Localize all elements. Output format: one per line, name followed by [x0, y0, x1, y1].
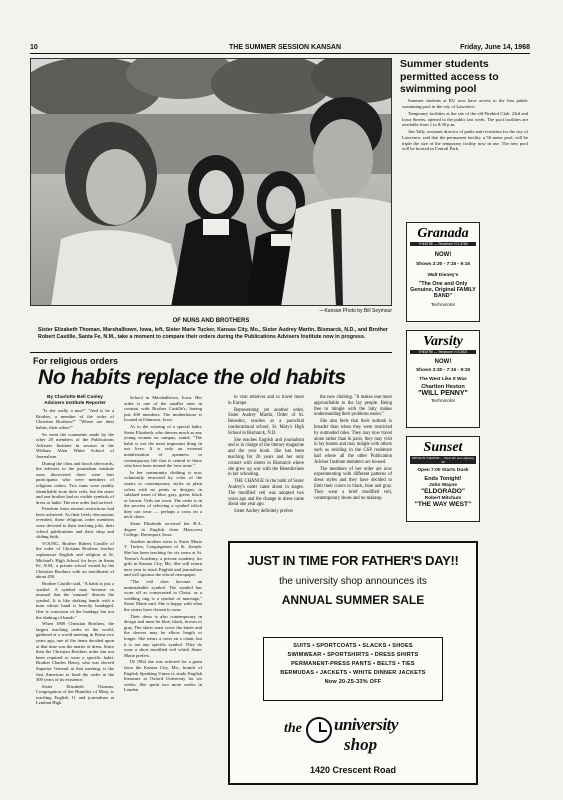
article-paragraph: During the class and lunch afterwards, the advisers in the journalism institute soon discovered there were four participants who were members of religious orders. Two nuns were readily identifiable from their veils, but the sister and one brother had no visible symbols of dress or habit. The new order had arrived. — [36, 460, 114, 505]
article-paragraph: The members of her order are now experimenting with different patterns of dress styles and they have decided to limit their colors to black, blue and gray. They wear a brief modified veil, contemporary shoes and no makeup. — [314, 466, 392, 501]
sunset-hours: Open 7:00 Starts Dusk — [417, 468, 469, 473]
ad-items-row: SWIMWEAR • SPORTSHIRTS • DRESS SHIRTS — [287, 652, 419, 658]
ad-announces: the university shop announces its — [279, 576, 427, 587]
logo-university: university — [334, 715, 398, 734]
issue-date: Friday, June 14, 1968 — [460, 44, 530, 51]
ad-items-row: SUITS • SPORTCOATS • SLACKS • SHOES — [293, 643, 413, 649]
article-paragraph: When 1800 Christian Brothers, the largest teaching order in the world, gathered at a world meeting in Rome two years ago, one of the items decided upon at that time was the matter of dress. Since then the Christian Brothers order has not been required to wear a specific habit. Brother Charles Henry, who was elected Superior General at that meeting, is the first American to head the order in the 300 years of its existence. — [36, 621, 114, 683]
granada-now: NOW! — [434, 252, 452, 258]
varsity-times: Shows 2:30 - 7:15 - 9:15 — [415, 368, 471, 373]
varsity-format: Technicolor — [430, 399, 456, 404]
ad-items-row: PERMANENT-PRESS PANTS • BELTS • TIES — [291, 661, 415, 667]
shop-logo — [282, 709, 427, 757]
photo-credit: —Kansan Photo by Bill Seymour — [319, 308, 392, 314]
article-paragraph: School in Marshalltown, Iowa. Her order is one of the smaller ones in contrast with Brother Castille's, having just 400 members. The motherhouse is located in Ottumwa, Iowa. — [124, 395, 202, 423]
clock-icon — [306, 717, 332, 743]
granada-sub: THEATRE — Telephone VI 3-4788 — [410, 242, 476, 246]
granada-logo: Granada — [417, 226, 469, 241]
article-paragraph: She teaches English and journalism and is in charge of the literary magazine and the year book. She has been teaching for 20 years and her only contact with sisters in Bismarck where she grew up was with the Benedictines in her schooling. — [228, 437, 304, 478]
photo-illustration — [31, 59, 392, 306]
article-paragraph: "Is she really a nun?" "And is he a Brother, a member of the order of Christian Brothers?" "Where are their habits, their robes?" — [36, 408, 114, 430]
header-rule — [30, 53, 530, 54]
sunset-star1: John Wayne — [428, 483, 458, 488]
sunset-star2: Robert Mitchum — [424, 496, 462, 501]
article-kicker: For religious orders — [33, 356, 119, 366]
article-column-4 — [314, 395, 392, 502]
side-headline: Summer students permitted access to swimming pool — [400, 58, 499, 95]
photo-caption: Sister Elizabeth Thoman, Marshalltown, Iowa, left, Sister Marie Tucker, Kansas City, Mo., Sister Audrey Martin, Bismarck, N.D., and Brother Robert Castille, Santa Fe, N.M., take a moment to compare their orders during the Publications Advisers Institute now in progress. — [38, 327, 388, 340]
granada-format: Technicolor — [430, 303, 456, 308]
side-paragraph: Jim Tally, assistant director of parks and recreation for the city of Lawrence, said that the permanent facility, a 50 meter pool, will be triple the size of the temporary facility now in use. The new pool will be located in Central Park. — [402, 129, 528, 152]
logo-the: the — [284, 721, 302, 736]
ad-sale: ANNUAL SUMMER SALE — [281, 593, 425, 607]
article-column-2 — [124, 395, 202, 694]
varsity-sub: THEATRE — Telephone VI 3-3821 — [410, 350, 476, 354]
article-paragraph: As to the wearing of a special habit, Sister Elizabeth, who dresses much as any young woman on campus, stated, "The habit is not the most important thing in our lives. It is only an external manifestation of openness to contemporary life that is central to those who have been termed the 'new nuns'." — [124, 423, 202, 469]
logo-shop: shop — [344, 735, 378, 754]
article-paragraph: Their dress is also contemporary in design and must be blue, black, brown or gray. The skirts must cover the knees and the sleeves may be elbow length or longer. She wears a cross on a chain, but it is not any specific symbol. They do wear a short modified veil which Sister Marie prefers. — [124, 613, 202, 658]
article-paragraph: So went the comments made by the other 20 members of the Publications Advisers Institute in session at the William Allen White School of Journalism. — [36, 431, 114, 459]
sunset-ends: Ends Tonight! — [424, 476, 462, 482]
publication-name: THE SUMMER SESSION KANSAN — [228, 44, 341, 51]
byline-title: Advisers Institute Reporter — [44, 400, 106, 406]
varsity-logo: Varsity — [423, 334, 463, 349]
article-paragraph: Freedom from ancient restrictions had been achieved. As their lively discussions revealed, these religious order members were devoted to their teaching jobs, their school publications and their shop and sliding faith. — [36, 506, 114, 540]
ad-fathers-day: JUST IN TIME FOR FATHER'S DAY!! — [247, 553, 459, 568]
varsity-title: "WILL PENNY" — [418, 390, 468, 397]
article-paragraph: Another modern sister is Sister Marie T. Tucker, Congregation of St. Joseph. She has been teaching for six years at St. Teresa's Academy, a private academy for girls in Kansas City, Mo. She will return next year to teach English and journalism and will sponsor the school newspaper. — [124, 538, 202, 578]
side-story-body — [402, 98, 528, 154]
article-paragraph: Representing yet another order, Sister Audrey Martin, Order of St. Benedict, teaches at a parochial coeducational school, St. Mary's High School in Bismarck, N.D. — [228, 407, 304, 436]
granada-line: Walt Disney's — [427, 273, 459, 278]
article-paragraph: IN 1964 she was selected for a grant from the Kansas City, Mo., branch of English Speaking Union to study English literature at Oxford University for six weeks. She spent two more weeks in London — [124, 659, 202, 693]
side-paragraph: Summer students at KU now have access to the first public swimming pool in the city of Lawrence. — [402, 98, 528, 109]
kicker-rule — [30, 352, 392, 353]
article-paragraph: In her community clothing is now voluntarily restricted by color of the sisters to contemporary styles in plain colors with no prints or designs, in subdued tones of blue, gray, green, black or brown. Veils are worn. The order is in the process of selecting a symbol which they can wear — perhaps a cross on a neck chain. — [124, 469, 202, 520]
varsity-now: NOW! — [434, 359, 452, 365]
caption-title: OF NUNS AND BROTHERS — [172, 318, 250, 324]
article-headline: No habits replace the old habits — [38, 366, 346, 389]
sunset-title2: "THE WAY WEST" — [414, 501, 472, 508]
article-paragraph: YOUNG, Brother Robert Castille of the order of Christian Brothers teaches sophomore English and religion at St. Michael's High School for boys in Santa Fe, N.M., a private school owned by the Christian Brothers with an enrollment of about 450. — [36, 540, 114, 580]
varsity-tagline: The West Like It Was — [419, 377, 467, 382]
article-paragraph: the new clothing. "It makes one more approachable to the lay people. Being free to mingle with the laity makes understanding their problems easier." — [314, 395, 392, 418]
byline-name: By Charlotte Bell Conley — [47, 395, 103, 400]
page-number: 10 — [30, 44, 38, 51]
granada-times: Shows 2:30 - 7:15 - 9:15 — [415, 262, 471, 267]
university-shop-ad — [228, 541, 478, 785]
article-paragraph: to visit relatives and to travel more in Europe. — [228, 395, 304, 406]
news-photo — [30, 58, 392, 306]
article-paragraph: Sister Audrey definitely prefers — [234, 509, 293, 515]
article-paragraph: Sister Elizabeth received her B.A. degree in English from Marycrest College, Davenport, Iowa. — [124, 521, 202, 538]
article-paragraph: "The veil does become an unmistakable symbol. The symbol has worn off as consecrated to Christ, as a wedding ring is a symbol of marriage," Sister Marie said. She is happy with what the sisters have chosen to wear. — [124, 579, 202, 612]
article-paragraph: She also feels that their outlook is broader than when they were restricted by outmoded rules. They may now travel alone rather than in pairs, they may visit in lay homes and may mingle with others such as residing in the GSP residence hall where all the other Publication Adviser Institute members are housed. — [314, 419, 392, 465]
sunset-logo: Sunset — [423, 440, 463, 455]
granada-title: "The One and Only Genuine, Original FAMILY BAND" — [410, 281, 476, 299]
article-column-3 — [228, 395, 304, 516]
ad-discount: Now 20-25-33% OFF — [324, 679, 382, 685]
ad-items-box — [263, 637, 443, 701]
granada-ad — [406, 222, 480, 322]
sunset-title1: "ELDORADO" — [421, 488, 465, 495]
varsity-star: Charlton Heston — [421, 384, 465, 390]
article-paragraph: Brother Castille said, "A habit is just a symbol. A symbol may become so unusual that the 'unusual' distorts the symbol. It is like shaking hands with a man whose hand is heavily bandaged. One is conscious of the bandage but not the shaking of hands." — [36, 581, 114, 620]
sunset-ad — [406, 436, 480, 522]
ad-address: 1420 Crescent Road — [309, 765, 397, 775]
sunset-sub: DRIVE-IN THEATRE — West 6th and Highway 40 — [411, 456, 475, 464]
side-paragraph: Temporary facilities at the site of the old Firebird Club, 23rd and Iowa Streets, opened to the public last week. The pool facilities are available from 1 to 8:30 p.m. — [402, 110, 528, 128]
varsity-ad — [406, 330, 480, 428]
ad-items-row: BERMUDAS • JACKETS • WHITE DINNER JACKETS — [280, 670, 426, 676]
article-paragraph: THE CHANGE in the habit of Sister Audrey's order came about in stages. The modified veil was adopted two years ago and the change in dress came about one year ago. — [228, 479, 304, 508]
article-column-1 — [36, 395, 114, 707]
article-paragraph: Sister Elizabeth Thoman, Congregation of the Humility of Mary, is teaching English 11 and journalism at Lenihan High — [36, 683, 114, 706]
